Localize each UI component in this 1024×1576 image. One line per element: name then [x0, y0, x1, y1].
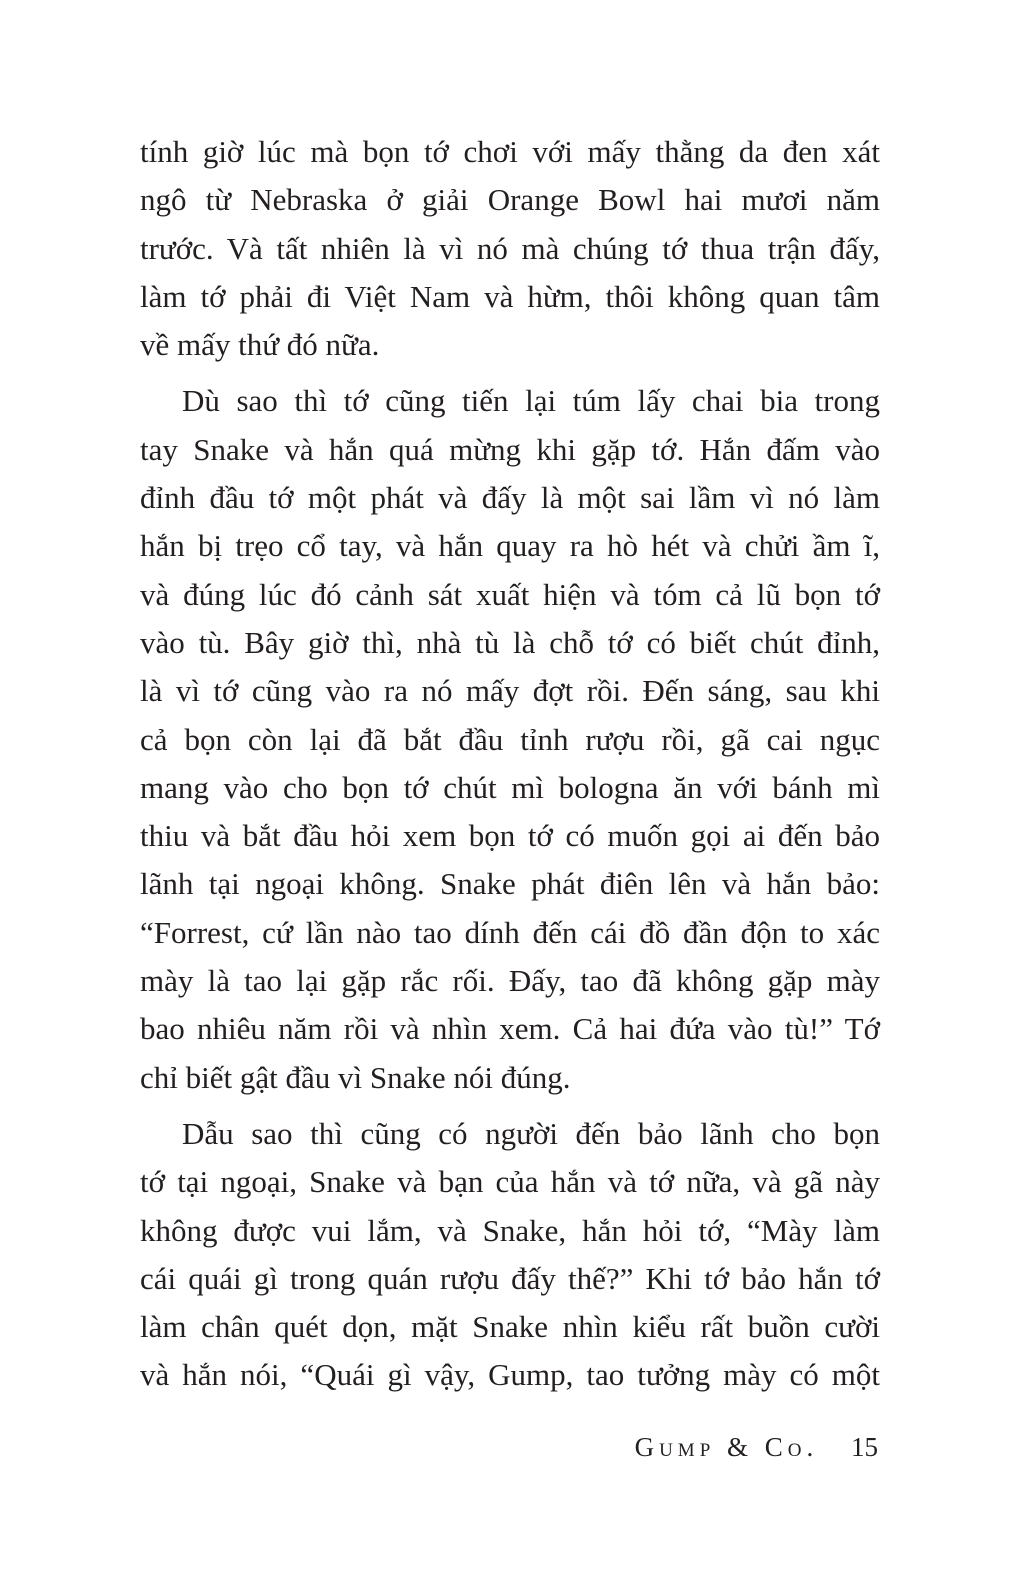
body-text	[140, 128, 880, 1400]
text-line: chỉ biết gật đầu vì Snake nói đúng.	[140, 1059, 571, 1095]
text-line: thiu và bắt đầu hỏi xem bọn tớ có muốn gọi ai đến bảo	[140, 818, 880, 854]
text-line: tính giờ lúc mà bọn tớ chơi với mấy thằng da đen xát	[140, 134, 880, 169]
text-line: lãnh tại ngoại không. Snake phát điên lên và hắn bảo:	[140, 866, 880, 902]
text-line: không được vui lắm, và Snake, hắn hỏi tớ, “Mày làm	[140, 1212, 880, 1248]
text-line: trước. Và tất nhiên là vì nó mà chúng tớ thua trận đấy,	[140, 230, 880, 266]
text-line: hắn bị trẹo cổ tay, và hắn quay ra hò hét và chửi ầm ĩ,	[140, 528, 880, 564]
page-number: 15	[851, 1432, 878, 1462]
text-line: mày là tao lại gặp rắc rối. Đấy, tao đã không gặp mày	[140, 963, 880, 999]
text-line: và hắn nói, “Quái gì vậy, Gump, tao tưởng mày có một	[140, 1357, 880, 1393]
text-line: Dẫu sao thì cũng có người đến bảo lãnh cho bọn	[182, 1115, 880, 1151]
text-line: cái quái gì trong quán rượu đấy thế?” Khi tớ bảo hắn tớ	[140, 1260, 880, 1296]
text-line: về mấy thứ đó nữa.	[140, 327, 380, 363]
text-line: làm chân quét dọn, mặt Snake nhìn kiểu rất buồn cười	[140, 1309, 880, 1345]
text-line: tớ tại ngoại, Snake và bạn của hắn và tớ nữa, và gã này	[140, 1164, 880, 1200]
text-line: cả bọn còn lại đã bắt đầu tỉnh rượu rồi, gã cai ngục	[140, 721, 880, 757]
text-line: vào tù. Bây giờ thì, nhà tù là chỗ tớ có biết chút đỉnh,	[140, 624, 880, 660]
paragraph-3	[140, 1110, 880, 1400]
text-line: làm tớ phải đi Việt Nam và hừm, thôi không quan tâm	[140, 278, 880, 314]
text-line: và đúng lúc đó cảnh sát xuất hiện và tóm cả lũ bọn tớ	[140, 576, 880, 612]
running-head: Gump & Co.	[634, 1432, 819, 1462]
paragraph-1	[140, 128, 880, 369]
text-line: Dù sao thì tớ cũng tiến lại túm lấy chai bia trong	[182, 383, 880, 419]
text-line: ngô từ Nebraska ở giải Orange Bowl hai mươi năm	[140, 182, 880, 218]
text-line: mang vào cho bọn tớ chút mì bologna ăn với bánh mì	[140, 769, 880, 805]
text-line: “Forrest, cứ lần nào tao dính đến cái đồ đần độn to xác	[140, 914, 880, 950]
paragraph-2	[140, 377, 880, 1101]
text-line: bao nhiêu năm rồi và nhìn xem. Cả hai đứa vào tù!” Tớ	[140, 1011, 880, 1047]
text-line: là vì tớ cũng vào ra nó mấy đợt rồi. Đến sáng, sau khi	[140, 673, 880, 709]
text-line: đỉnh đầu tớ một phát và đấy là một sai lầm vì nó làm	[140, 480, 880, 516]
page-footer	[600, 1432, 878, 1463]
text-line: tay Snake và hắn quá mừng khi gặp tớ. Hắn đấm vào	[140, 431, 880, 467]
